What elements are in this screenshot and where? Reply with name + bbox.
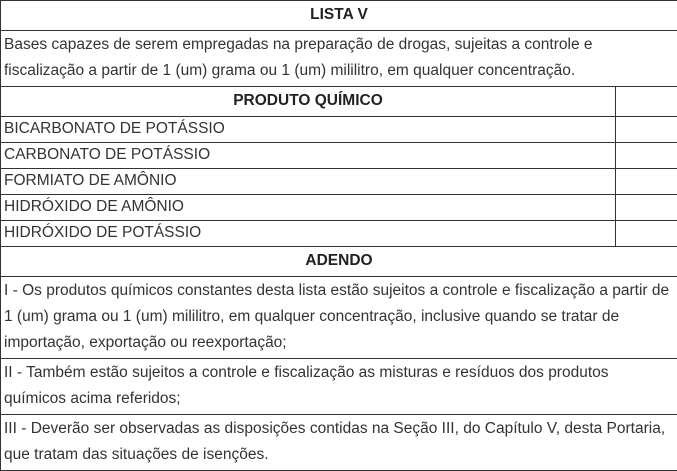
product-row (1, 117, 677, 143)
adendo-row (1, 415, 677, 471)
product-name: BICARBONATO DE POTÁSSIO (1, 117, 616, 143)
product-blank-cell (616, 117, 677, 143)
list-description: Bases capazes de serem empregadas na preparação de drogas, sujeitas a controle e fiscalização a partir de 1 (um) grama ou 1 (um) mililitro, em qualquer concentração. (1, 31, 677, 87)
products-header-blank-cell (616, 87, 677, 117)
products-header-row (1, 87, 677, 117)
adendo-item: III - Deverão ser observadas as disposições contidas na Seção III, do Capítulo V, desta Portaria, que tratam das situações de isenções. (1, 415, 677, 471)
adendo-header-row (1, 247, 677, 277)
product-name: HIDRÓXIDO DE AMÔNIO (1, 195, 616, 221)
product-row (1, 195, 677, 221)
adendo-item: II - Também estão sujeitos a controle e fiscalização as misturas e resíduos dos produtos químicos acima referidos; (1, 359, 677, 415)
product-blank-cell (616, 169, 677, 195)
product-blank-cell (616, 195, 677, 221)
products-header: PRODUTO QUÍMICO (1, 87, 616, 117)
adendo-row (1, 277, 677, 359)
product-row (1, 143, 677, 169)
adendo-row (1, 359, 677, 415)
adendo-header: ADENDO (1, 247, 677, 277)
product-row (1, 169, 677, 195)
product-row (1, 221, 677, 247)
list-title: LISTA V (1, 1, 677, 31)
adendo-item: I - Os produtos químicos constantes desta lista estão sujeitos a controle e fiscalização a partir de 1 (um) grama ou 1 (um) mililitro, em qualquer concentração, inclusive quando se tratar de importação, exportação ou reexportação; (1, 277, 677, 359)
product-blank-cell (616, 143, 677, 169)
product-name: FORMIATO DE AMÔNIO (1, 169, 616, 195)
title-row (1, 1, 677, 31)
product-name: HIDRÓXIDO DE POTÁSSIO (1, 221, 616, 247)
product-blank-cell (616, 221, 677, 247)
product-name: CARBONATO DE POTÁSSIO (1, 143, 616, 169)
intro-row (1, 31, 677, 87)
